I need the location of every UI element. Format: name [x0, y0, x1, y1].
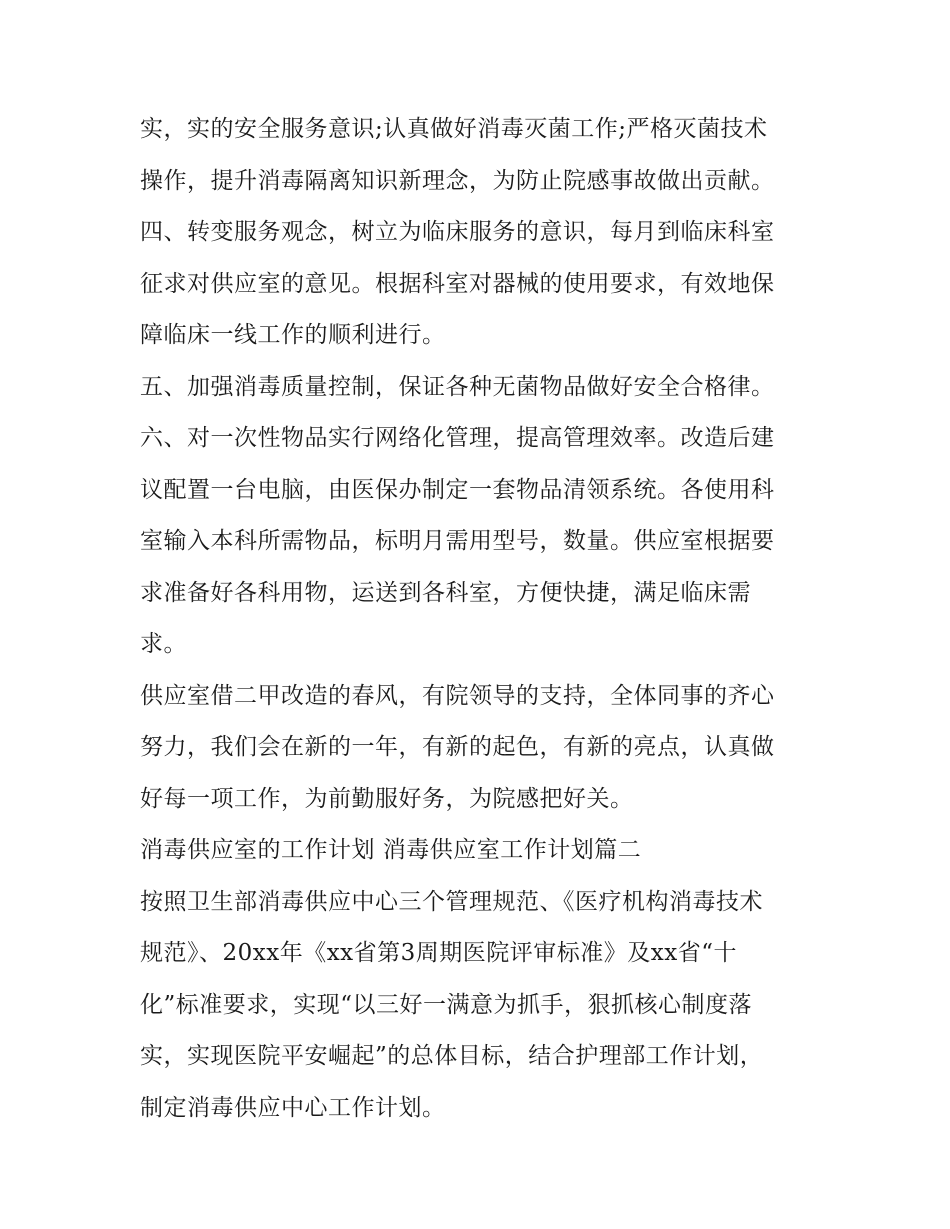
text-line: 求准备好各科用物，运送到各科室，方便快捷，满足临床需 [140, 579, 751, 606]
text-line: 室输入本科所需物品，标明月需用型号，数量。供应室根据要 [140, 528, 775, 554]
text-line: 六、对一次性物品实行网络化管理，提高管理效率。改造后建 [140, 425, 775, 451]
text-line: 好每一项工作，为前勤服好务，为院感把好关。 [140, 785, 634, 812]
text-line: 征求对供应室的意见。根据科室对器械的使用要求，有效地保 [140, 270, 775, 297]
text-line: 努力，我们会在新的一年，有新的起色，有新的亮点，认真做 [140, 734, 775, 760]
text-line: 障临床一线工作的顺利进行。 [140, 322, 446, 348]
text-line: 供应室借二甲改造的春风，有院领导的支持，全体同事的齐心 [140, 682, 775, 709]
text-line: 操作，提升消毒隔离知识新理念，为防止院感事故做出贡献。 [140, 167, 775, 194]
document-body [140, 104, 820, 1134]
text-line: 实，实的安全服务意识;认真做好消毒灭菌工作;严格灭菌技术 [140, 116, 768, 142]
text-line: 议配置一台电脑，由医保办制定一套物品清领系统。各使用科 [140, 476, 775, 503]
text-line: 四、转变服务观念，树立为临床服务的意识，每月到临床科室 [140, 219, 775, 245]
section-heading: 消毒供应室的工作计划 消毒供应室工作计划篇二 [140, 837, 642, 863]
text-line: 求。 [140, 631, 187, 657]
text-line: 化”标准要求，实现“以三好一满意为抓手，狠抓核心制度落 [140, 991, 753, 1018]
text-line: 实，实现医院平安崛起”的总体目标，结合护理部工作计划， [140, 1043, 764, 1069]
text-line: 按照卫生部消毒供应中心三个管理规范、《医疗机构消毒技术 [140, 888, 763, 915]
text-line: 规范》、20xx年《xx省第3周期医院评审标准》及xx省“十 [140, 940, 737, 966]
text-line: 五、加强消毒质量控制，保证各种无菌物品做好安全合格律。 [140, 373, 775, 400]
text-line: 制定消毒供应中心工作计划。 [140, 1094, 446, 1121]
